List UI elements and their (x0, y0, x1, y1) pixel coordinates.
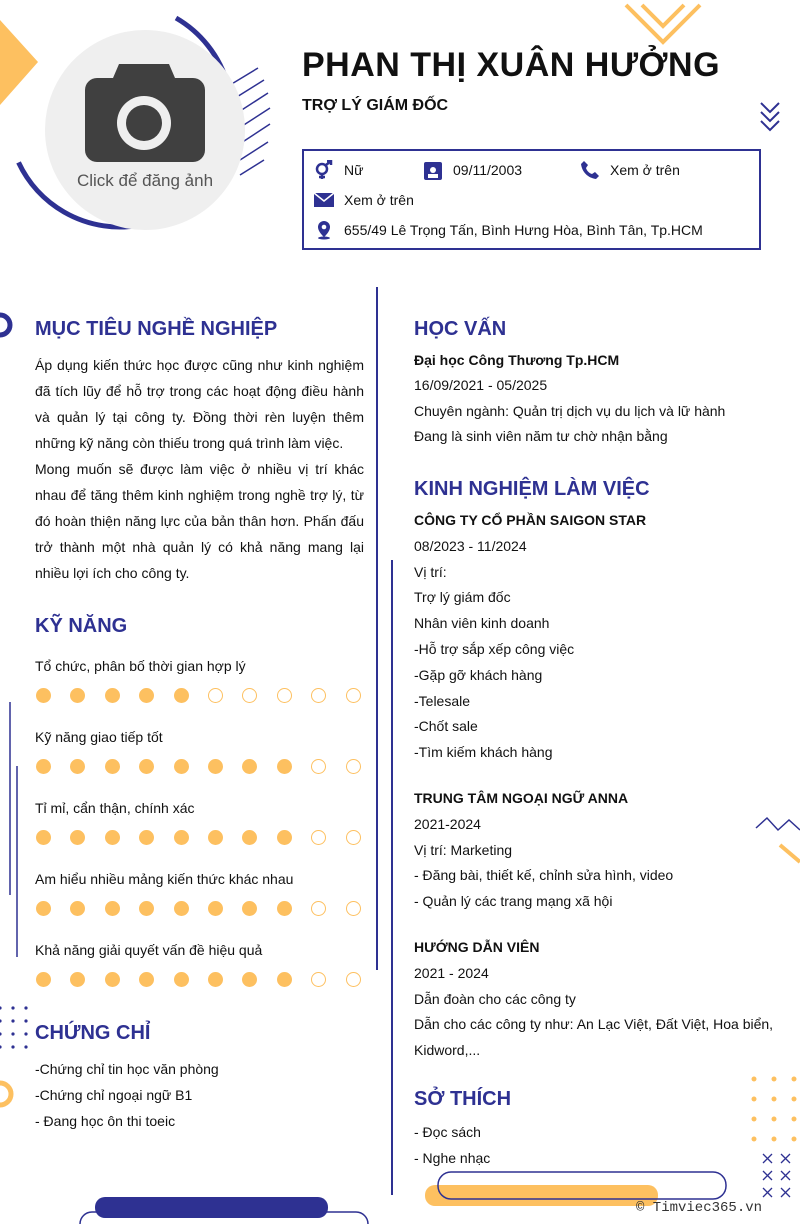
rating-dot (277, 688, 292, 703)
rating-dot (70, 759, 85, 774)
certificate-item: -Chứng chỉ tin học văn phòng (35, 1061, 219, 1077)
location-pin-icon (314, 220, 334, 240)
rating-dot (346, 830, 361, 845)
address-row (314, 220, 703, 240)
job-company: TRUNG TÂM NGOẠI NGỮ ANNA (414, 789, 629, 806)
job-detail: -Telesale (414, 692, 471, 709)
objective-paragraph: Mong muốn sẽ được làm việc ở nhiều vị trí khác nhau để tăng thêm kinh nghiệm trong nghề trợ lý, từ đó hoàn thiện năng lực của bản thân hơn. Phấn đấu trở thành một nhà quản lý có khả năng mang lại nhiều lợi ích cho công ty. (35, 461, 364, 581)
experience-list (414, 508, 794, 1084)
rating-dot (277, 901, 292, 916)
envelope-icon (314, 190, 334, 210)
rating-dot (70, 901, 85, 916)
rating-dot (277, 972, 292, 987)
email-row (314, 190, 414, 210)
rating-dot (208, 972, 223, 987)
rating-dot (105, 830, 120, 845)
skill-rating (36, 901, 365, 916)
rating-dot (105, 901, 120, 916)
rating-dot (242, 901, 257, 916)
candidate-name: PHAN THỊ XUÂN HƯỞNG (302, 46, 721, 84)
rating-dot (311, 759, 326, 774)
rating-dot (139, 830, 154, 845)
skill-rating (36, 972, 365, 987)
phone-row (580, 160, 680, 180)
gender-icon (314, 160, 334, 180)
job-company: CÔNG TY CỔ PHẦN SAIGON STAR (414, 512, 647, 528)
photo-upload[interactable] (45, 30, 245, 230)
rating-dot (174, 972, 189, 987)
objective-paragraph: Áp dụng kiến thức học được cũng như kinh nghiệm đã tích lũy để hỗ trợ trong các hoạt động điều hành và quản lý tại công ty. Đồng thời rèn luyện thêm những kỹ năng còn thiếu trong quá trình làm việc. (35, 357, 364, 451)
job-item (414, 508, 794, 766)
rating-dot (311, 830, 326, 845)
skill-label: Tổ chức, phân bố thời gian hợp lý (35, 658, 246, 674)
rating-dot (70, 688, 85, 703)
rating-dot (242, 830, 257, 845)
experience-heading: KINH NGHIỆM LÀM VIỆC (414, 478, 650, 500)
rating-dot (105, 759, 120, 774)
skill-item (35, 798, 365, 845)
job-detail: -Chốt sale (414, 718, 478, 735)
address-value: 655/49 Lê Trọng Tấn, Bình Hưng Hòa, Bình Tân, Tp.HCM (344, 222, 703, 238)
job-period: 2021-2024 (414, 815, 481, 832)
skills-heading: KỸ NĂNG (35, 615, 128, 637)
birthday-row (423, 160, 522, 180)
rating-dot (242, 972, 257, 987)
hobby-item: - Đọc sách (414, 1124, 481, 1140)
rating-dot (70, 972, 85, 987)
phone-value: Xem ở trên (610, 162, 680, 178)
rating-dot (36, 972, 51, 987)
rating-dot (242, 688, 257, 703)
job-detail: - Quản lý các trang mạng xã hội (414, 893, 613, 910)
job-period: 08/2023 - 11/2024 (414, 537, 527, 554)
job-detail: Nhân viên kinh doanh (414, 615, 550, 632)
objective-text (35, 352, 364, 586)
job-company: HƯỚNG DẪN VIÊN (414, 938, 540, 955)
rating-dot (311, 972, 326, 987)
rating-dot (242, 759, 257, 774)
rating-dot (277, 830, 292, 845)
job-detail: -Tìm kiếm khách hàng (414, 744, 553, 761)
rating-dot (105, 972, 120, 987)
job-detail: Vị trí: Marketing (414, 841, 513, 858)
job-detail: Vị trí: (414, 563, 447, 580)
rating-dot (36, 759, 51, 774)
rating-dot (36, 901, 51, 916)
rating-dot (277, 759, 292, 774)
birthday-value: 09/11/2003 (453, 162, 523, 178)
photo-label: Click để đăng ảnh (76, 171, 214, 190)
rating-dot (174, 688, 189, 703)
education-status: Đang là sinh viên năm tư chờ nhận bằng (414, 427, 668, 444)
skill-item (35, 656, 365, 703)
skill-item (35, 727, 365, 774)
skill-rating (36, 759, 365, 774)
hobby-item: - Nghe nhạc (414, 1150, 491, 1166)
phone-icon (580, 160, 600, 180)
rating-dot (346, 688, 361, 703)
job-detail: Trợ lý giám đốc (414, 589, 511, 606)
rating-dot (208, 688, 223, 703)
gender-row (314, 160, 363, 180)
rating-dot (346, 972, 361, 987)
job-period: 2021 - 2024 (414, 964, 489, 981)
job-item (414, 786, 794, 915)
watermark: © Timviec365.vn (636, 1200, 763, 1216)
job-detail: - Đăng bài, thiết kế, chỉnh sửa hình, video (414, 867, 674, 884)
education-period: 16/09/2021 - 05/2025 (414, 377, 548, 394)
skill-label: Am hiểu nhiều mảng kiến thức khác nhau (35, 871, 294, 887)
calendar-icon (423, 160, 443, 180)
skill-label: Tỉ mỉ, cẩn thận, chính xác (35, 800, 195, 816)
skill-label: Kỹ năng giao tiếp tốt (35, 729, 163, 745)
certificate-item: - Đang học ôn thi toeic (35, 1113, 176, 1129)
rating-dot (346, 901, 361, 916)
rating-dot (346, 759, 361, 774)
education-block (414, 348, 725, 449)
hobbies-heading: SỞ THÍCH (414, 1088, 512, 1110)
rating-dot (139, 901, 154, 916)
job-detail: -Gặp gỡ khách hàng (414, 666, 543, 683)
skill-item (35, 940, 365, 987)
certificates-heading: CHỨNG CHỈ (35, 1022, 151, 1044)
camera-icon (85, 60, 205, 165)
rating-dot (36, 688, 51, 703)
rating-dot (36, 830, 51, 845)
skill-item (35, 869, 365, 916)
job-detail: Dẫn cho các công ty như: An Lạc Việt, Đất Việt, Hoa biển, Kidword,... (414, 1016, 774, 1059)
rating-dot (139, 759, 154, 774)
rating-dot (70, 830, 85, 845)
job-detail: Dẫn đoàn cho các công ty (414, 990, 576, 1007)
job-detail: -Hỗ trợ sắp xếp công việc (414, 640, 575, 657)
rating-dot (139, 688, 154, 703)
objective-heading: MỤC TIÊU NGHỀ NGHIỆP (35, 318, 278, 340)
skill-rating (36, 688, 365, 703)
skill-rating (36, 830, 365, 845)
job-item (414, 935, 794, 1064)
job-title: TRỢ LÝ GIÁM ĐỐC (302, 97, 449, 114)
skill-label: Khả năng giải quyết vấn đề hiệu quả (35, 942, 263, 958)
certificates-list (35, 1056, 219, 1134)
certificate-item: -Chứng chỉ ngoại ngữ B1 (35, 1087, 193, 1103)
education-major: Chuyên ngành: Quản trị dịch vụ du lịch và lữ hành (414, 402, 726, 419)
rating-dot (208, 830, 223, 845)
education-heading: HỌC VẤN (414, 318, 507, 340)
gender-value: Nữ (344, 162, 364, 178)
rating-dot (311, 688, 326, 703)
rating-dot (174, 830, 189, 845)
rating-dot (139, 972, 154, 987)
rating-dot (105, 688, 120, 703)
rating-dot (174, 901, 189, 916)
rating-dot (174, 759, 189, 774)
hobbies-list (414, 1119, 490, 1171)
skills-list (35, 656, 365, 1011)
rating-dot (208, 759, 223, 774)
rating-dot (311, 901, 326, 916)
rating-dot (208, 901, 223, 916)
email-value: Xem ở trên (344, 192, 414, 208)
school-name: Đại học Công Thương Tp.HCM (414, 352, 620, 368)
